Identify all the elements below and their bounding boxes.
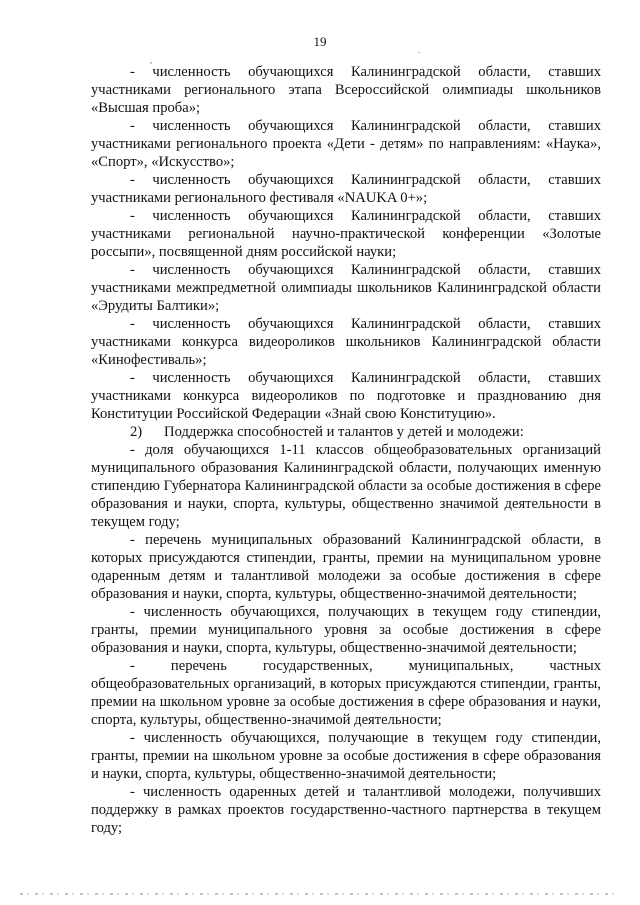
list-item: - доля обучающихся 1-11 классов общеобразовательных организаций муниципального образования Калининградской области, получающих именную стипендию Губернатора Калининградской области за особые достижения в сфере образования и науки, спорта, культуры, общественно значимой деятельности в текущем году; <box>91 442 601 530</box>
list-item: - численность обучающихся Калининградской области, ставших участниками конкурса видеороликов по подготовке и празднованию дня Конституции Российской Федерации «Знай свою Конституцию». <box>91 370 601 422</box>
list-item: - численность обучающихся Калининградской области, ставших участниками конкурса видеороликов школьников Калининградской области «Кинофестиваль»; <box>91 316 601 368</box>
section-heading: 2) Поддержка способностей и талантов у детей и молодежи: <box>130 424 524 440</box>
list-item: - численность обучающихся Калининградской области, ставших участниками межпредметной олимпиады школьников Калининградской области «Эрудиты Балтики»; <box>91 262 601 314</box>
scan-edge-noise <box>20 893 620 895</box>
list-item: - численность обучающихся Калининградской области, ставших участниками регионального проекта «Дети - детям» по направлениям: «Наука», «Спорт», «Искусство»; <box>91 118 601 170</box>
scan-speck: . <box>418 46 420 55</box>
list-item: - перечень муниципальных образований Калининградской области, в которых присуждаются стипендии, гранты, премии на муниципальном уровне одаренным детям и талантливой молодежи за особые достижения в сфере образования и науки, спорта, культуры, общественно-значимой деятельности; <box>91 532 601 602</box>
scan-speck: , <box>150 56 152 65</box>
list-item: - численность одаренных детей и талантливой молодежи, получивших поддержку в рамках проектов государственно-частного партнерства в текущем году; <box>91 784 601 836</box>
list-item: - численность обучающихся Калининградской области, ставших участниками регионального этапа Всероссийской олимпиады школьников «Высшая проба»; <box>91 64 601 116</box>
list-item: - численность обучающихся Калининградской области, ставших участниками регионального фестиваля «NAUKA 0+»; <box>91 172 601 206</box>
list-item: - численность обучающихся, получающие в текущем году стипендии, гранты, премии на школьном уровне за особые достижения в сфере образования и науки, спорта, культуры, общественно-значимой деятельности; <box>91 730 601 782</box>
page-number: 19 <box>313 34 327 49</box>
list-item: - перечень государственных, муниципальных, частных общеобразовательных организаций, в которых присуждаются стипендии, гранты, премии на школьном уровне за особые достижения в сфере образования и науки, спорта, культуры, общественно-значимой деятельности; <box>91 658 601 728</box>
list-item: - численность обучающихся Калининградской области, ставших участниками региональной научно-практической конференции «Золотые россыпи», посвященной дням российской науки; <box>91 208 601 260</box>
list-item: - численность обучающихся, получающих в текущем году стипендии, гранты, премии муниципального уровня за особые достижения в сфере образования и науки, спорта, культуры, общественно-значимой деятельности; <box>91 604 601 656</box>
document-body <box>91 63 601 837</box>
